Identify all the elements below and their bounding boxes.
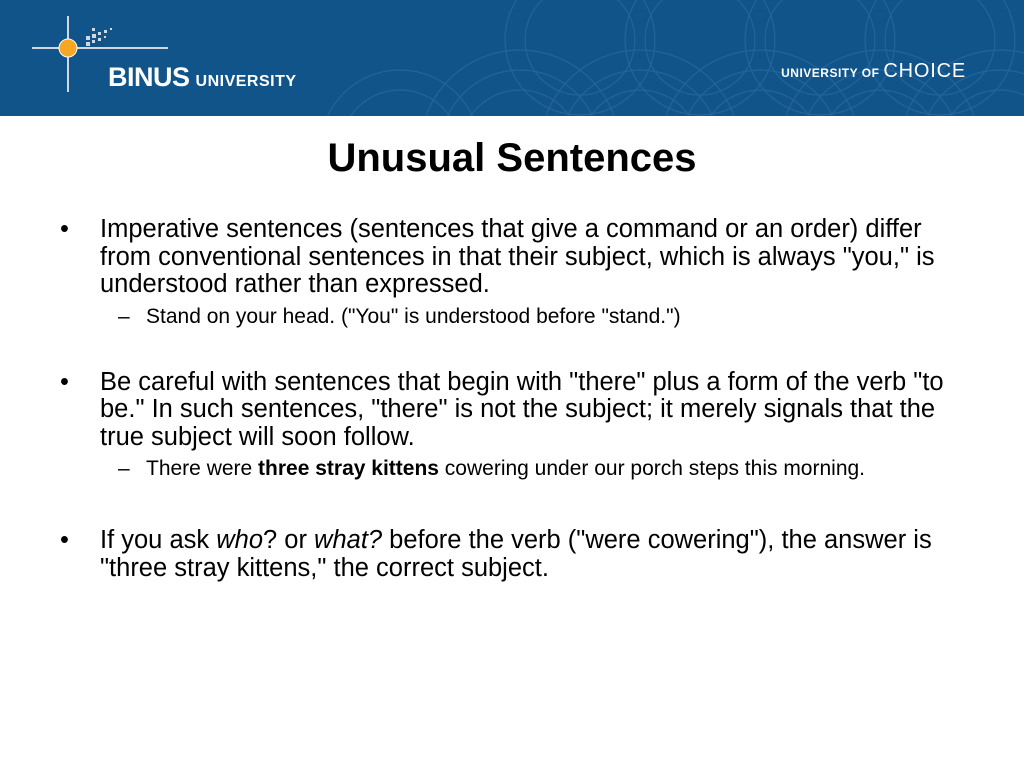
- logo-university: UNIVERSITY: [195, 73, 297, 90]
- sub-bullet-text-post: cowering under our porch steps this morning.: [438, 457, 866, 480]
- slide-content: [56, 216, 956, 582]
- bullet-dot: •: [60, 215, 69, 243]
- bullet-item: [56, 527, 956, 582]
- logo-wordmark: [108, 62, 297, 93]
- bullet-item: [56, 369, 956, 452]
- sub-bullet-dash: –: [118, 457, 130, 480]
- header-banner: [0, 0, 1024, 116]
- bullet-text-part1: If you ask: [100, 526, 217, 554]
- slide-title: Unusual Sentences: [327, 136, 697, 180]
- sub-bullet-bold-text: three stray kittens: [258, 457, 439, 480]
- bullet-text: Imperative sentences (sentences that give a command or an order) differ from conventional sentences in that their subject, which is always "you," is understood rather than expressed.: [100, 215, 935, 298]
- sub-bullet-item: [118, 305, 956, 329]
- tagline-prefix: UNIVERSITY OF: [781, 66, 880, 80]
- sub-bullet-dash: –: [118, 304, 130, 328]
- bullet-italic-what: what?: [314, 526, 383, 554]
- bullet-text-part2: ? or: [263, 526, 315, 554]
- bullet-dot: •: [60, 367, 69, 396]
- tagline: [781, 60, 966, 83]
- bullet-text: Be careful with sentences that begin with "there" plus a form of the verb "to be." In such sentences, "there" is not the subject; it merely signals that the true subject will soon follow.: [100, 367, 944, 451]
- bullet-item: [56, 216, 956, 299]
- binus-logo: [28, 14, 318, 104]
- sub-bullet-text-pre: There were: [146, 457, 259, 480]
- bullet-italic-who: who: [216, 526, 264, 554]
- tagline-word: CHOICE: [883, 60, 966, 82]
- bullet-text-part3: before the verb ("were cowering"), the answer is "three stray kittens," the correct subject.: [100, 526, 932, 582]
- sub-bullet-item: [118, 457, 956, 481]
- bullet-dot: •: [60, 526, 69, 554]
- sub-bullet-text: Stand on your head. ("You" is understood before "stand."): [146, 304, 681, 328]
- logo-name: BINUS: [108, 62, 190, 92]
